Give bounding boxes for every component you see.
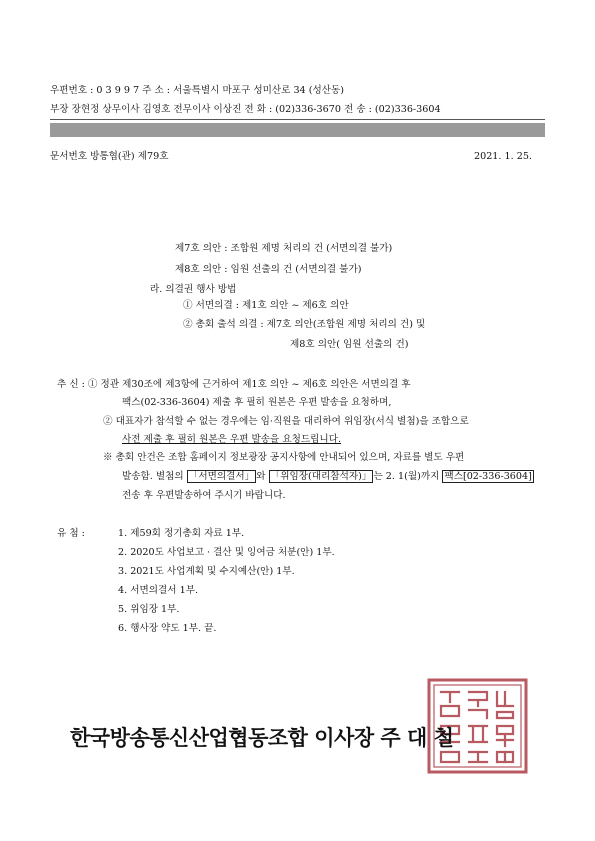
attachments-label: 유 첨 :: [57, 528, 85, 539]
postscript-text: 는 2. 1(월)까지: [373, 471, 443, 482]
postscript-line-1: 추 신 : ① 정관 제30조에 제3항에 근거하여 제1호 의안 ~ 제6호 의안은 서면의결 후: [57, 379, 411, 390]
postscript-line-3c: 전송 후 우편발송하여 주시기 바랍니다.: [122, 490, 286, 501]
attachment-item-6: 6. 행사장 약도 1부. 끝.: [118, 623, 217, 634]
document-date: 2021. 1. 25.: [474, 151, 532, 162]
proxy-form-ref: 「위임장(대리참석자)」: [270, 471, 372, 482]
attachment-item-4: 4. 서면의결서 1부.: [118, 585, 199, 596]
header-divider: [50, 119, 545, 120]
attachment-item-3: 3. 2021도 사업계획 및 수지예산(안) 1부.: [118, 566, 295, 577]
postscript-text: 발송함. 별첨의: [122, 471, 187, 482]
voting-method-1: ① 서면의결 : 제1호 의안 ~ 제6호 의안: [183, 300, 349, 311]
header-address-line: 우편번호 : 0 3 9 9 7 주 소 : 서울특별시 마포구 성미산로 34 (성산동): [50, 85, 344, 96]
voting-method-2-cont: 제8호 의안( 임원 선출의 건): [290, 339, 409, 350]
header-contact-line: 부장 장현정 상무이사 김영호 전무이사 이상진 전 화 : (02)336-3670 전 송 : (02)336-3604: [50, 104, 441, 115]
postscript-line-3: ※ 총회 안건은 조합 홈페이지 정보광장 공지사항에 안내되어 있으며, 자료를 별도 우편: [103, 452, 465, 463]
header-gray-bar: [50, 123, 545, 137]
attachment-item-2: 2. 2020도 사업보고 · 결산 및 잉여금 처분(안) 1부.: [118, 547, 335, 558]
postscript-line-2b: 사전 제출 후 필히 원본은 우편 발송을 요청드립니다.: [122, 434, 342, 445]
agenda-item-7: 제7호 의안 : 조합원 제명 처리의 건 (서면의결 불가): [175, 243, 393, 254]
attachment-item-1: 1. 제59회 정기총회 자료 1부.: [118, 528, 245, 539]
section-voting-method: 라. 의결권 행사 방법: [150, 284, 237, 295]
written-vote-form-ref: 「서면의결서」: [188, 471, 255, 482]
agenda-item-8: 제8호 의안 : 임원 선출의 건 (서면의결 불가): [175, 264, 362, 275]
attachment-item-5: 5. 위임장 1부.: [118, 604, 180, 615]
document-number: 문서번호 방통협(관) 제79호: [50, 151, 169, 162]
postscript-line-3b: [122, 471, 534, 483]
fax-number-ref: 팩스[02-336-3604]: [444, 471, 532, 482]
voting-method-2: ② 총회 출석 의결 : 제7호 의안(조합원 제명 처리의 건) 및: [183, 319, 426, 330]
postscript-line-2: ② 대표자가 참석할 수 없는 경우에는 임·직원을 대리하여 위임장(서식 별첨)을 조합으로: [103, 416, 469, 427]
postscript-text: 와: [256, 471, 269, 482]
postscript-line-1b: 팩스(02-336-3604) 제출 후 필히 원본은 우편 발송을 요청하며,: [122, 397, 392, 408]
issuer-signature: 한국방송통신산업협동조합 이사장 주 대 철: [70, 726, 454, 750]
